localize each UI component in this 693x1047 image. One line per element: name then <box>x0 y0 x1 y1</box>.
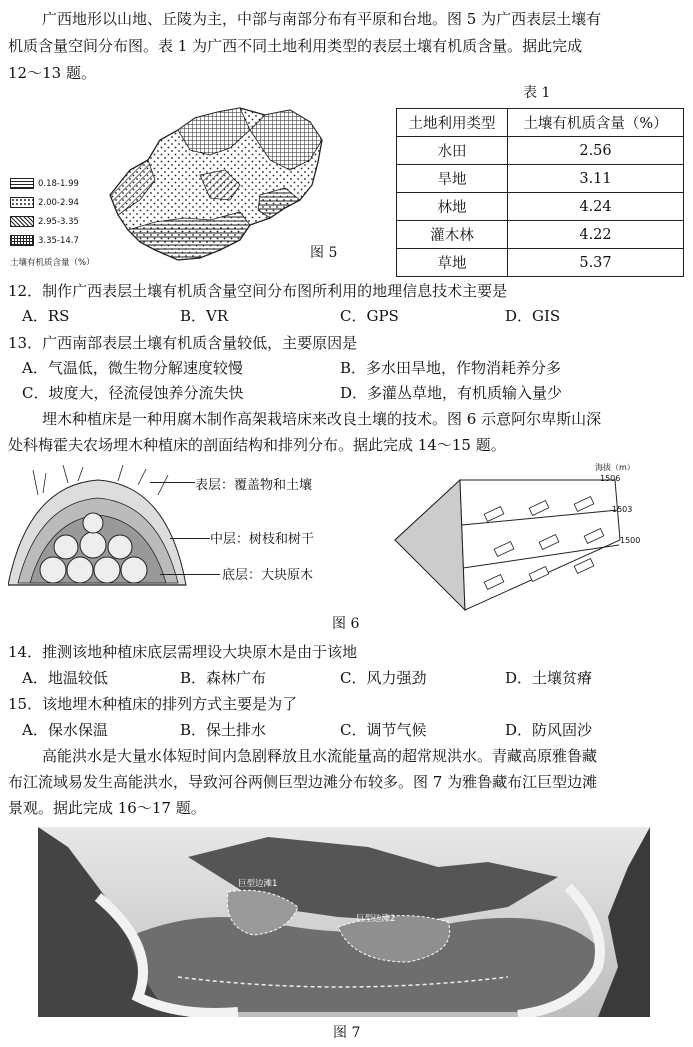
q13-stem: 13．广西南部表层土壤有机质含量较低，主要原因是 <box>8 334 358 352</box>
q15-option-c[interactable]: C．调节气候 <box>340 721 427 739</box>
leader-line <box>170 538 210 539</box>
intro1-line1: 广西地形以山地、丘陵为主，中部与南部分布有平原和台地。图 5 为广西表层土壤有 <box>42 10 602 28</box>
q12-option-d[interactable]: D．GIS <box>505 307 561 325</box>
q12-option-c[interactable]: C．GPS <box>340 307 399 325</box>
intro1-line2: 机质含量空间分布图。表 1 为广西不同土地利用类型的表层土壤有机质含量。据此完成 <box>8 37 583 55</box>
photo-label-1: 巨型边滩1 <box>238 879 278 889</box>
layer-top-label: 表层：覆盖物和土壤 <box>195 478 313 493</box>
legend-title: 土壤有机质含量（%） <box>10 258 95 268</box>
guangxi-soil-map <box>100 100 330 265</box>
q13-option-a[interactable]: A．气温低，微生物分解速度较慢 <box>22 359 243 377</box>
q14-option-a[interactable]: A．地温较低 <box>22 669 108 687</box>
q14-option-c[interactable]: C．风力强劲 <box>340 669 427 687</box>
table-cell: 林地 <box>397 193 508 221</box>
intro2-line2: 处科梅霍夫农场埋木种植床的剖面结构和排列分布。据此完成 14～15 题。 <box>8 436 506 454</box>
q15-stem: 15．该地埋木种植床的排列方式主要是为了 <box>8 695 298 713</box>
table-cell: 旱地 <box>397 165 508 193</box>
intro3-line3: 景观。据此完成 16～17 题。 <box>8 799 206 817</box>
q13-option-b[interactable]: B．多水田旱地，作物消耗养分多 <box>340 359 562 377</box>
fig7-caption: 图 7 <box>333 1025 361 1041</box>
q12-option-a[interactable]: A．RS <box>22 307 70 325</box>
altitude-1506: 1506 <box>600 474 621 483</box>
photo-label-2: 巨型边滩2 <box>356 914 396 924</box>
altitude-1503: 1503 <box>612 505 633 514</box>
table-cell: 草地 <box>397 249 508 277</box>
layer-mid-label: 中层：树枝和树干 <box>210 532 315 547</box>
q15-option-a[interactable]: A．保水保温 <box>22 721 108 739</box>
table-cell: 3.11 <box>508 165 684 193</box>
table-header: 土壤有机质含量（%） <box>508 109 684 137</box>
q15-option-d[interactable]: D．防风固沙 <box>505 721 593 739</box>
intro3-line1: 高能洪水是大量水体短时间内急剧释放且水流能量高的超常规洪水。青藏高原雅鲁藏 <box>42 747 598 765</box>
q13-option-c[interactable]: C．坡度大，径流侵蚀养分流失快 <box>22 384 244 402</box>
table-cell: 4.24 <box>508 193 684 221</box>
layer-bot-label: 底层：大块原木 <box>222 568 314 583</box>
leader-line <box>160 574 220 575</box>
table-cell: 5.37 <box>508 249 684 277</box>
intro1-line3: 12～13 题。 <box>8 64 96 82</box>
table1 <box>396 108 684 277</box>
table-header: 土地利用类型 <box>397 109 508 137</box>
fig6-caption: 图 6 <box>332 616 360 632</box>
q15-option-b[interactable]: B．保土排水 <box>180 721 267 739</box>
intro3-line2: 布江流域易发生高能洪水，导致河谷两侧巨型边滩分布较多。图 7 为雅鲁藏布江巨型边滩 <box>8 773 598 791</box>
table-cell: 2.56 <box>508 137 684 165</box>
q14-option-d[interactable]: D．土壤贫瘠 <box>505 669 593 687</box>
table-cell: 灌木林 <box>397 221 508 249</box>
leader-line <box>150 482 195 483</box>
slope-prism-diagram <box>390 470 640 615</box>
legend-item-1: 0.18-1.99 <box>10 178 79 189</box>
altitude-1500: 1500 <box>620 536 641 545</box>
hugelkultur-cross-section <box>8 465 188 600</box>
q13-option-d[interactable]: D．多灌丛草地，有机质输入量少 <box>340 384 563 402</box>
q12-stem: 12．制作广西表层土壤有机质含量空间分布图所利用的地理信息技术主要是 <box>8 282 508 300</box>
altitude-label: 海拔（m） <box>595 463 635 472</box>
q14-stem: 14．推测该地种植床底层需埋设大块原木是由于该地 <box>8 643 358 661</box>
table-cell: 水田 <box>397 137 508 165</box>
table-cell: 4.22 <box>508 221 684 249</box>
river-landscape-photo <box>38 827 650 1017</box>
legend-item-4: 3.35-14.7 <box>10 235 79 246</box>
q12-option-b[interactable]: B．VR <box>180 307 229 325</box>
legend-item-2: 2.00-2.94 <box>10 197 79 208</box>
legend-item-3: 2.95-3.35 <box>10 216 79 227</box>
table1-title: 表 1 <box>523 85 551 101</box>
fig5-caption: 图 5 <box>310 245 338 261</box>
intro2-line1: 埋木种植床是一种用腐木制作高架栽培床来改良土壤的技术。图 6 示意阿尔卑斯山深 <box>42 410 602 428</box>
q14-option-b[interactable]: B．森林广布 <box>180 669 267 687</box>
